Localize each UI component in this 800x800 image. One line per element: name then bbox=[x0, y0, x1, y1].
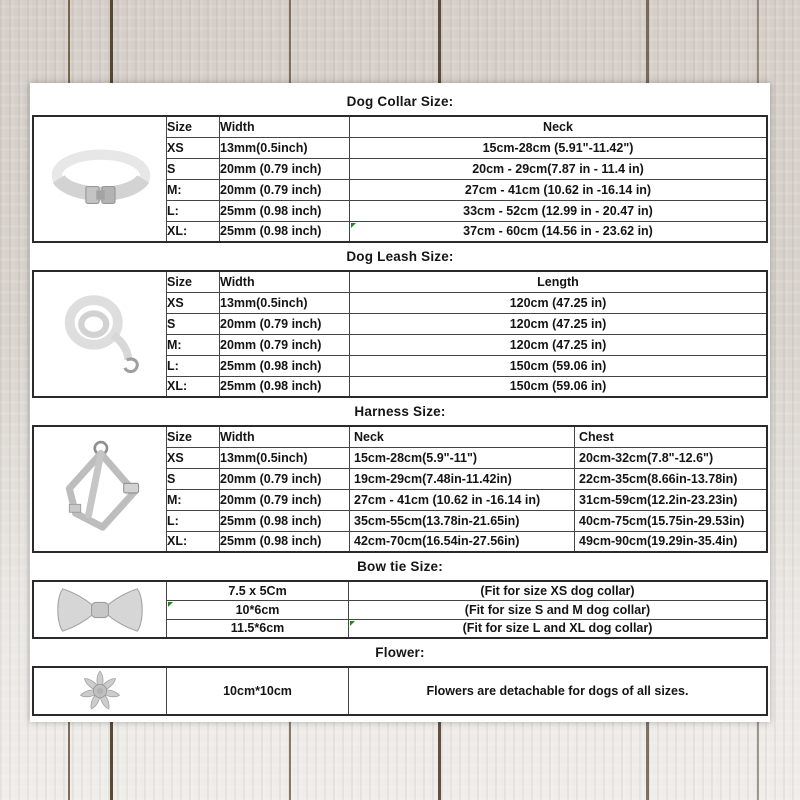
leash-section-title: Dog Leash Size: bbox=[346, 249, 454, 264]
table-cell: 37cm - 60cm (14.56 in - 23.62 in) bbox=[350, 221, 768, 242]
table-cell: S bbox=[167, 158, 220, 179]
table-cell: 20cm-32cm(7.8"-12.6") bbox=[575, 447, 768, 468]
table-cell: 25mm (0.98 inch) bbox=[220, 376, 350, 397]
table-cell: 15cm-28cm (5.91"-11.42") bbox=[350, 137, 768, 158]
comment-marker-icon bbox=[351, 223, 356, 228]
table-cell: 20mm (0.79 inch) bbox=[220, 489, 350, 510]
table-cell: 20mm (0.79 inch) bbox=[220, 334, 350, 355]
table-row bbox=[33, 581, 767, 600]
table-cell: 20cm - 29cm(7.87 in - 11.4 in) bbox=[350, 158, 768, 179]
dog-leash-size-table bbox=[32, 270, 768, 398]
table-cell: 20mm (0.79 inch) bbox=[220, 313, 350, 334]
table-cell: L: bbox=[167, 355, 220, 376]
table-cell: S bbox=[167, 313, 220, 334]
table-cell: M: bbox=[167, 179, 220, 200]
dog-collar-photo bbox=[33, 116, 167, 242]
column-header: Width bbox=[220, 116, 350, 137]
table-cell: 25mm (0.98 inch) bbox=[220, 200, 350, 221]
flower-photo bbox=[33, 667, 167, 715]
table-cell: 42cm-70cm(16.54in-27.56in) bbox=[350, 531, 575, 552]
table-cell: 19cm-29cm(7.48in-11.42in) bbox=[350, 468, 575, 489]
flower-section-title: Flower: bbox=[375, 645, 425, 660]
table-cell: 27cm - 41cm (10.62 in -16.14 in) bbox=[350, 179, 768, 200]
column-header: Size bbox=[167, 426, 220, 447]
table-cell: 35cm-55cm(13.78in-21.65in) bbox=[350, 510, 575, 531]
table-cell: 15cm-28cm(5.9"-11") bbox=[350, 447, 575, 468]
column-header: Neck bbox=[350, 426, 575, 447]
table-cell: 10cm*10cm bbox=[167, 667, 349, 715]
table-cell: 13mm(0.5inch) bbox=[220, 137, 350, 158]
column-header: Length bbox=[350, 271, 768, 292]
table-cell: 120cm (47.25 in) bbox=[350, 334, 768, 355]
table-cell: 20mm (0.79 inch) bbox=[220, 468, 350, 489]
bow-tie-photo bbox=[33, 581, 167, 638]
table-cell: S bbox=[167, 468, 220, 489]
size-chart-panel bbox=[30, 83, 770, 722]
table-row bbox=[33, 667, 767, 715]
table-cell: XS bbox=[167, 137, 220, 158]
table-cell: 25mm (0.98 inch) bbox=[220, 510, 350, 531]
table-cell: 13mm(0.5inch) bbox=[220, 292, 350, 313]
table-cell: 49cm-90cm(19.29in-35.4in) bbox=[575, 531, 768, 552]
table-cell: 20mm (0.79 inch) bbox=[220, 158, 350, 179]
table-header-row bbox=[33, 271, 767, 292]
table-cell: L: bbox=[167, 200, 220, 221]
table-cell: 31cm-59cm(12.2in-23.23in) bbox=[575, 489, 768, 510]
table-cell: 22cm-35cm(8.66in-13.78in) bbox=[575, 468, 768, 489]
table-cell: 33cm - 52cm (12.99 in - 20.47 in) bbox=[350, 200, 768, 221]
table-cell: 25mm (0.98 inch) bbox=[220, 221, 350, 242]
column-header: Width bbox=[220, 271, 350, 292]
table-cell: (Fit for size XS dog collar) bbox=[349, 581, 768, 600]
dog-harness-image bbox=[43, 434, 157, 544]
table-cell: 150cm (59.06 in) bbox=[350, 376, 768, 397]
table-cell: (Fit for size S and M dog collar) bbox=[349, 600, 768, 619]
table-cell: 120cm (47.25 in) bbox=[350, 313, 768, 334]
table-cell: Flowers are detachable for dogs of all sizes. bbox=[349, 667, 768, 715]
bow-tie-size-table bbox=[32, 580, 768, 639]
dog-collar-image bbox=[39, 132, 161, 226]
table-cell: 11.5*6cm bbox=[167, 619, 349, 638]
column-header: Width bbox=[220, 426, 350, 447]
comment-marker-icon bbox=[350, 621, 355, 626]
column-header: Size bbox=[167, 116, 220, 137]
table-header-row bbox=[33, 426, 767, 447]
bow-tie-image bbox=[52, 583, 148, 637]
flower-image bbox=[77, 668, 123, 714]
dog-leash-image bbox=[42, 285, 158, 383]
harness-size-table bbox=[32, 425, 768, 553]
table-cell: L: bbox=[167, 510, 220, 531]
table-cell: XL: bbox=[167, 376, 220, 397]
table-cell: 13mm(0.5inch) bbox=[220, 447, 350, 468]
table-cell: M: bbox=[167, 334, 220, 355]
table-cell: (Fit for size L and XL dog collar) bbox=[349, 619, 768, 638]
harness-section-title: Harness Size: bbox=[354, 404, 446, 419]
table-cell: 10*6cm bbox=[167, 600, 349, 619]
table-cell: XL: bbox=[167, 221, 220, 242]
table-cell: 7.5 x 5Cm bbox=[167, 581, 349, 600]
bowtie-section-title: Bow tie Size: bbox=[357, 559, 443, 574]
column-header: Chest bbox=[575, 426, 768, 447]
table-cell: 25mm (0.98 inch) bbox=[220, 531, 350, 552]
table-cell: XL: bbox=[167, 531, 220, 552]
table-cell: 120cm (47.25 in) bbox=[350, 292, 768, 313]
column-header: Neck bbox=[350, 116, 768, 137]
table-cell: 27cm - 41cm (10.62 in -16.14 in) bbox=[350, 489, 575, 510]
table-cell: 40cm-75cm(15.75in-29.53in) bbox=[575, 510, 768, 531]
dog-collar-size-table bbox=[32, 115, 768, 243]
comment-marker-icon bbox=[168, 602, 173, 607]
dog-harness-photo bbox=[33, 426, 167, 552]
table-cell: 150cm (59.06 in) bbox=[350, 355, 768, 376]
dog-leash-photo bbox=[33, 271, 167, 397]
table-cell: XS bbox=[167, 292, 220, 313]
table-cell: XS bbox=[167, 447, 220, 468]
column-header: Size bbox=[167, 271, 220, 292]
table-cell: 25mm (0.98 inch) bbox=[220, 355, 350, 376]
flower-size-table bbox=[32, 666, 768, 716]
table-cell: 20mm (0.79 inch) bbox=[220, 179, 350, 200]
collar-section-title: Dog Collar Size: bbox=[346, 94, 454, 109]
table-header-row bbox=[33, 116, 767, 137]
table-cell: M: bbox=[167, 489, 220, 510]
